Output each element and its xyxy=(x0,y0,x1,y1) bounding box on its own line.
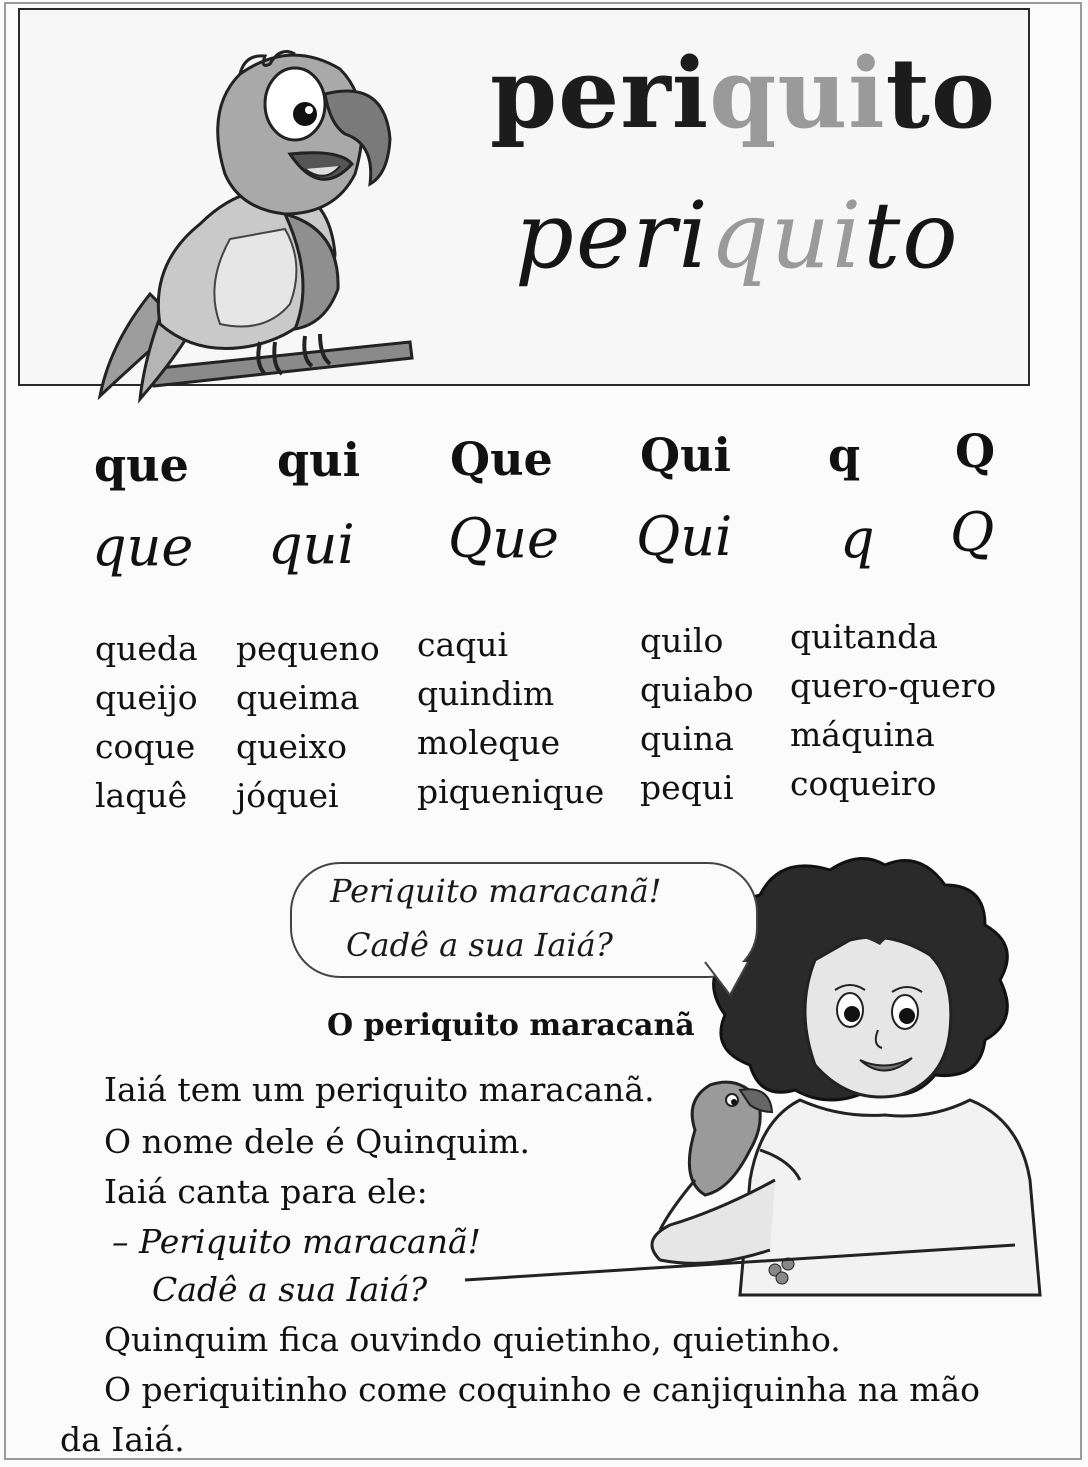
word-column-5 xyxy=(790,612,996,808)
letter-print-que: que xyxy=(94,438,189,492)
word: queima xyxy=(236,678,360,717)
story-line: Quinquim fica ouvindo quietinho, quietinho. xyxy=(104,1320,841,1359)
story-line: O nome dele é Quinquim. xyxy=(104,1122,531,1161)
word-column-4 xyxy=(640,616,754,812)
story-line: Iaiá tem um periquito maracanã. xyxy=(104,1070,655,1109)
word: quindim xyxy=(417,674,555,713)
word: piquenique xyxy=(417,772,605,811)
letter-print-qui: qui xyxy=(277,433,361,487)
letter-cursive-q: q xyxy=(840,507,875,570)
word: máquina xyxy=(790,715,935,754)
word: queijo xyxy=(95,678,198,717)
word: coqueiro xyxy=(790,764,937,803)
letter-cursive-Qui: Qui xyxy=(636,505,733,568)
story-title: O periquito maracanã xyxy=(327,1008,695,1043)
word: moleque xyxy=(417,723,561,762)
speech-bubble-tail xyxy=(700,960,780,1000)
letter-print-q: q xyxy=(828,428,861,482)
word: caqui xyxy=(417,625,509,664)
story-line: Iaiá canta para ele: xyxy=(104,1172,428,1211)
letter-print-Q: Q xyxy=(955,424,996,478)
bubble-line-1: Periquito maracanã! xyxy=(330,872,662,910)
word-column-1 xyxy=(95,624,198,820)
word: quitanda xyxy=(790,617,938,656)
letter-print-Qui: Qui xyxy=(640,428,731,482)
word: queda xyxy=(95,629,198,668)
word: laquê xyxy=(95,776,188,815)
story-line: da Iaiá. xyxy=(60,1420,185,1459)
word: coque xyxy=(95,727,196,766)
story-line: – Periquito maracanã! xyxy=(112,1222,481,1261)
title-print: periquito xyxy=(490,37,997,150)
word: quiabo xyxy=(640,670,754,709)
letter-cursive-Q: Q xyxy=(950,501,995,564)
word: pequi xyxy=(640,768,734,807)
title-cursive: periquito xyxy=(515,182,960,289)
word: quero-quero xyxy=(790,666,997,705)
letter-print-Que: Que xyxy=(450,432,553,486)
header-box xyxy=(18,8,1030,386)
letter-cursive-Que: Que xyxy=(448,507,560,570)
word: queixo xyxy=(236,727,347,766)
bubble-line-2: Cadê a sua Iaiá? xyxy=(346,926,613,964)
letter-cursive-qui: qui xyxy=(268,513,355,576)
word-column-3 xyxy=(417,620,604,816)
parrot-illustration xyxy=(90,24,480,404)
word-column-2 xyxy=(236,624,380,820)
story-line: Cadê a sua Iaiá? xyxy=(152,1270,428,1309)
word: jóquei xyxy=(236,776,339,815)
letter-cursive-que: que xyxy=(92,515,194,578)
word: quilo xyxy=(640,621,724,660)
story-line: O periquitinho come coquinho e canjiquinha na mão xyxy=(104,1370,981,1409)
word: quina xyxy=(640,719,734,758)
table-edge-line xyxy=(460,1240,1020,1290)
word: pequeno xyxy=(236,629,380,668)
